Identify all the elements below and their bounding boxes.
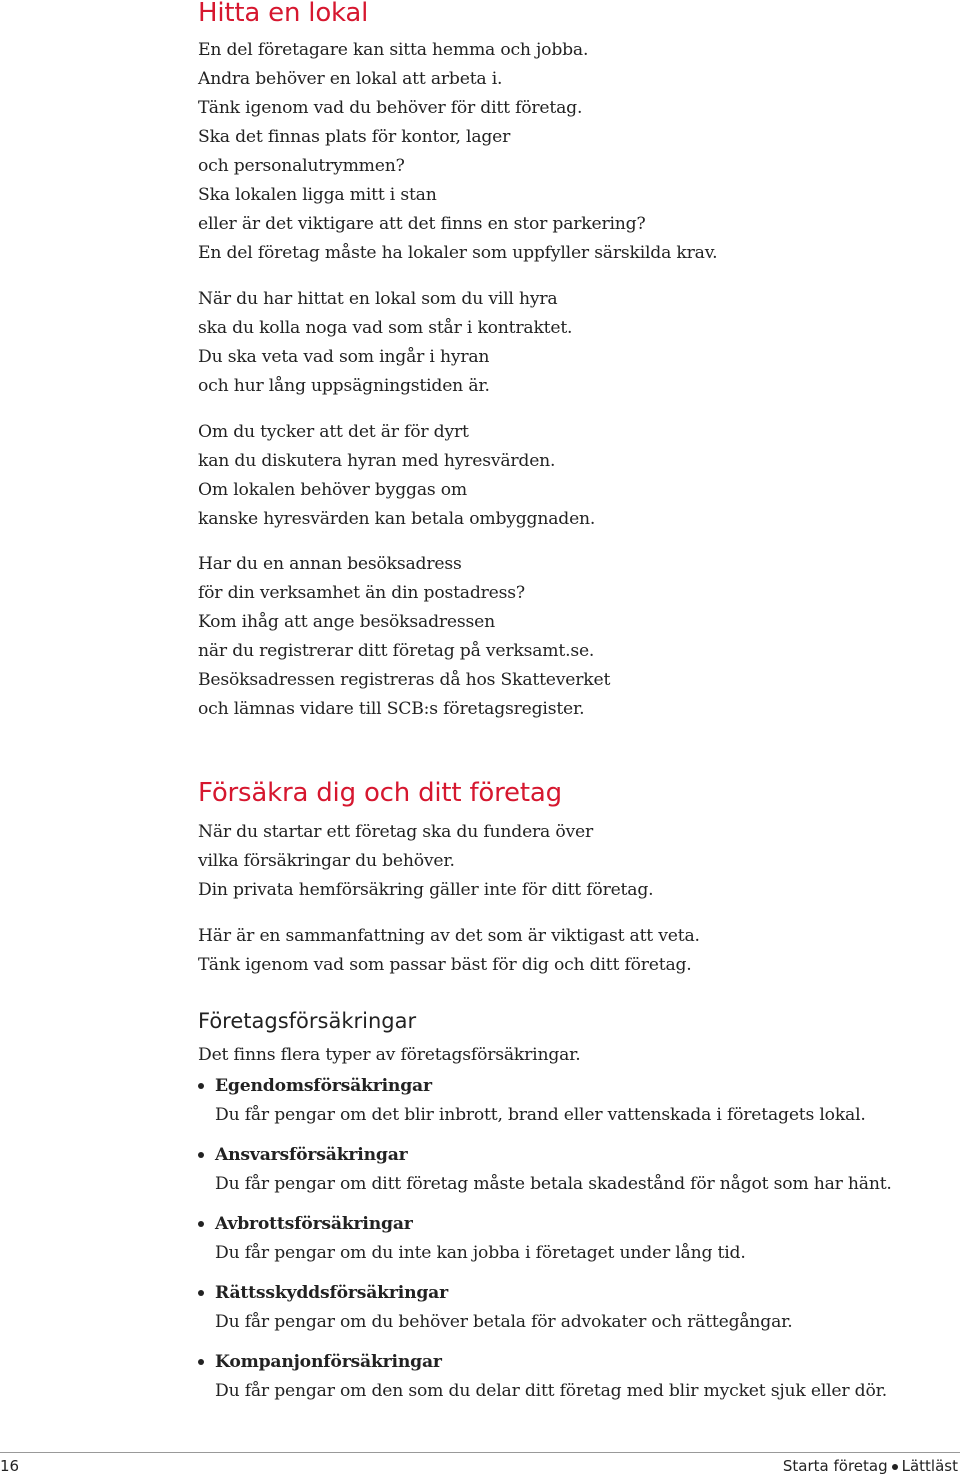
paragraph-besoksadress xyxy=(198,550,610,724)
footer-title-right: Lättläst xyxy=(901,1457,958,1475)
text-line: När du har hittat en lokal som du vill hyra xyxy=(198,289,558,309)
text-line: eller är det viktigare att det finns en stor parkering? xyxy=(198,214,646,234)
bullet-icon xyxy=(198,1290,204,1296)
bullet-icon xyxy=(198,1221,204,1227)
text-line: Kom ihåg att ange besöksadressen xyxy=(198,612,495,632)
bullet-icon xyxy=(198,1083,204,1089)
list-item xyxy=(198,1210,892,1279)
list-item-title: Rättsskyddsförsäkringar xyxy=(215,1283,448,1303)
bullet-separator-icon xyxy=(892,1464,898,1470)
footer-title-left: Starta företag xyxy=(782,1457,888,1475)
text-line: Du ska veta vad som ingår i hyran xyxy=(198,347,490,367)
list-item xyxy=(198,1072,892,1141)
list-item-title: Ansvarsförsäkringar xyxy=(215,1145,408,1165)
insurance-list xyxy=(198,1072,892,1417)
paragraph-forsakra-intro xyxy=(198,818,653,905)
text-line: Tänk igenom vad du behöver för ditt företag. xyxy=(198,98,583,118)
text-line: och lämnas vidare till SCB:s företagsregister. xyxy=(198,699,585,719)
text-line: En del företagare kan sitta hemma och jobba. xyxy=(198,40,589,60)
text-line: Om lokalen behöver byggas om xyxy=(198,480,468,500)
text-line: Din privata hemförsäkring gäller inte för ditt företag. xyxy=(198,880,654,900)
text-line: Ska det finnas plats för kontor, lager xyxy=(198,127,511,147)
text-line: för din verksamhet än din postadress? xyxy=(198,583,525,603)
list-item-description: Du får pengar om den som du delar ditt företag med blir mycket sjuk eller dör. xyxy=(215,1381,887,1401)
text-line: Här är en sammanfattning av det som är viktigast att veta. xyxy=(198,926,700,946)
text-line: Ska lokalen ligga mitt i stan xyxy=(198,185,437,205)
paragraph-foretagsforsakringar-intro xyxy=(198,1041,581,1070)
list-item xyxy=(198,1141,892,1210)
list-item xyxy=(198,1279,892,1348)
list-item xyxy=(198,1348,892,1417)
list-item-title: Avbrottsförsäkringar xyxy=(215,1214,413,1234)
text-line: En del företag måste ha lokaler som uppfyller särskilda krav. xyxy=(198,243,718,263)
footer-title xyxy=(783,1457,958,1475)
text-line: ska du kolla noga vad som står i kontraktet. xyxy=(198,318,573,338)
text-line: Om du tycker att det är för dyrt xyxy=(198,422,469,442)
section-heading-forsakra: Försäkra dig och ditt företag xyxy=(198,778,562,808)
page-number: 16 xyxy=(0,1457,20,1475)
text-line: Har du en annan besöksadress xyxy=(198,554,462,574)
text-line: och personalutrymmen? xyxy=(198,156,405,176)
paragraph-hyra xyxy=(198,418,595,534)
list-item-description: Du får pengar om ditt företag måste betala skadestånd för något som har hänt. xyxy=(215,1174,892,1194)
text-line: Tänk igenom vad som passar bäst för dig och ditt företag. xyxy=(198,955,692,975)
list-item-description: Du får pengar om det blir inbrott, brand eller vattenskada i företagets lokal. xyxy=(215,1105,866,1125)
list-item-description: Du får pengar om du behöver betala för advokater och rättegångar. xyxy=(215,1312,793,1332)
subheading-foretagsforsakringar: Företagsförsäkringar xyxy=(198,1009,417,1033)
text-line: Andra behöver en lokal att arbeta i. xyxy=(198,69,503,89)
list-item-description: Du får pengar om du inte kan jobba i företaget under lång tid. xyxy=(215,1243,746,1263)
bullet-icon xyxy=(198,1359,204,1365)
text-line: Besöksadressen registreras då hos Skatteverket xyxy=(198,670,611,690)
page-footer xyxy=(0,1452,960,1477)
list-item-title: Kompanjonförsäkringar xyxy=(215,1352,442,1372)
text-line: och hur lång uppsägningstiden är. xyxy=(198,376,490,396)
text-line: vilka försäkringar du behöver. xyxy=(198,851,455,871)
bullet-icon xyxy=(198,1152,204,1158)
section-heading-hitta-en-lokal: Hitta en lokal xyxy=(198,0,369,28)
text-line: När du startar ett företag ska du fundera över xyxy=(198,822,594,842)
text-line: när du registrerar ditt företag på verksamt.se. xyxy=(198,641,595,661)
paragraph-kontrakt xyxy=(198,285,572,401)
text-line: Det finns flera typer av företagsförsäkringar. xyxy=(198,1045,581,1065)
paragraph-sammanfattning xyxy=(198,922,700,980)
list-item-title: Egendomsförsäkringar xyxy=(215,1076,432,1096)
paragraph-lokal-intro xyxy=(198,36,717,268)
text-line: kanske hyresvärden kan betala ombyggnaden. xyxy=(198,509,596,529)
text-line: kan du diskutera hyran med hyresvärden. xyxy=(198,451,556,471)
